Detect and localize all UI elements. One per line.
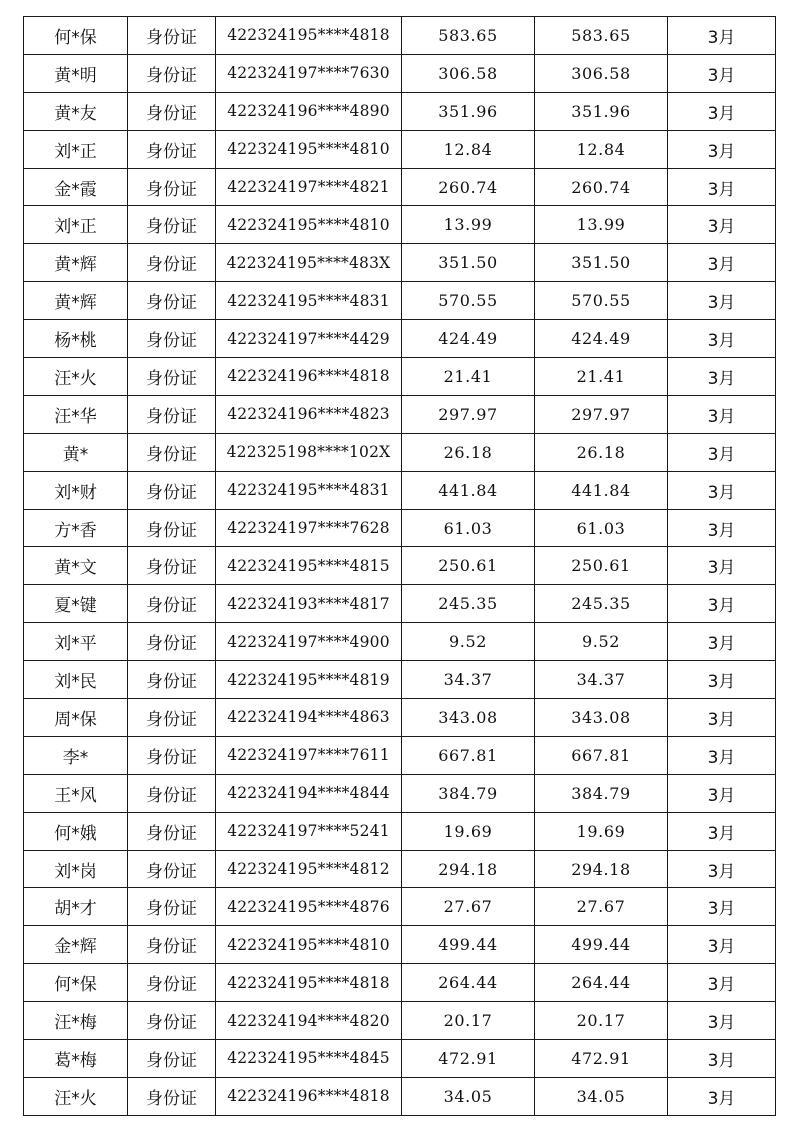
cell-name: 黄*辉 [24, 244, 128, 282]
cell-name: 汪*华 [24, 395, 128, 433]
cell-amount-a: 61.03 [402, 509, 535, 547]
cell-amount-a: 351.96 [402, 92, 535, 130]
table-row [24, 547, 776, 585]
cell-amount-b: 19.69 [535, 812, 668, 850]
cell-amount-b: 667.81 [535, 736, 668, 774]
cell-id-type: 身份证 [128, 358, 216, 396]
cell-month: 3月 [668, 1040, 776, 1078]
cell-id-number: 422324193****4817 [216, 585, 402, 623]
cell-id-number: 422324195****4876 [216, 888, 402, 926]
cell-amount-b: 26.18 [535, 433, 668, 471]
cell-amount-b: 570.55 [535, 282, 668, 320]
table-row [24, 320, 776, 358]
cell-id-type: 身份证 [128, 1077, 216, 1115]
cell-amount-a: 424.49 [402, 320, 535, 358]
table-row [24, 471, 776, 509]
cell-id-type: 身份证 [128, 661, 216, 699]
table-row [24, 926, 776, 964]
cell-month: 3月 [668, 17, 776, 55]
cell-amount-a: 34.37 [402, 661, 535, 699]
cell-id-number: 422324195****4831 [216, 282, 402, 320]
cell-month: 3月 [668, 585, 776, 623]
cell-id-number: 422324196****4890 [216, 92, 402, 130]
cell-name: 汪*梅 [24, 1002, 128, 1040]
cell-id-number: 422324194****4863 [216, 699, 402, 737]
cell-id-type: 身份证 [128, 850, 216, 888]
cell-amount-a: 260.74 [402, 168, 535, 206]
cell-id-number: 422324195****4815 [216, 547, 402, 585]
cell-id-type: 身份证 [128, 926, 216, 964]
cell-name: 黄* [24, 433, 128, 471]
cell-month: 3月 [668, 206, 776, 244]
cell-month: 3月 [668, 320, 776, 358]
table-row [24, 661, 776, 699]
cell-amount-b: 20.17 [535, 1002, 668, 1040]
cell-month: 3月 [668, 736, 776, 774]
cell-name: 杨*桃 [24, 320, 128, 358]
cell-amount-b: 306.58 [535, 54, 668, 92]
cell-amount-a: 19.69 [402, 812, 535, 850]
cell-id-type: 身份证 [128, 282, 216, 320]
cell-month: 3月 [668, 661, 776, 699]
cell-name: 黄*辉 [24, 282, 128, 320]
cell-month: 3月 [668, 395, 776, 433]
cell-id-type: 身份证 [128, 168, 216, 206]
cell-amount-a: 245.35 [402, 585, 535, 623]
cell-id-type: 身份证 [128, 54, 216, 92]
cell-amount-a: 306.58 [402, 54, 535, 92]
table-row [24, 699, 776, 737]
table-row [24, 850, 776, 888]
cell-amount-b: 34.05 [535, 1077, 668, 1115]
cell-id-type: 身份证 [128, 774, 216, 812]
cell-id-type: 身份证 [128, 623, 216, 661]
cell-id-number: 422324195****4819 [216, 661, 402, 699]
cell-month: 3月 [668, 244, 776, 282]
cell-month: 3月 [668, 282, 776, 320]
cell-amount-b: 499.44 [535, 926, 668, 964]
table-row [24, 244, 776, 282]
cell-id-number: 422324195****4831 [216, 471, 402, 509]
cell-month: 3月 [668, 774, 776, 812]
cell-amount-a: 294.18 [402, 850, 535, 888]
cell-id-number: 422324197****4429 [216, 320, 402, 358]
cell-id-type: 身份证 [128, 92, 216, 130]
cell-id-number: 422324195****4818 [216, 964, 402, 1002]
cell-amount-a: 26.18 [402, 433, 535, 471]
table-row [24, 433, 776, 471]
cell-amount-a: 472.91 [402, 1040, 535, 1078]
table-row [24, 888, 776, 926]
table-row [24, 395, 776, 433]
cell-amount-a: 21.41 [402, 358, 535, 396]
cell-id-type: 身份证 [128, 471, 216, 509]
table-row [24, 282, 776, 320]
cell-name: 葛*梅 [24, 1040, 128, 1078]
cell-id-type: 身份证 [128, 736, 216, 774]
cell-id-type: 身份证 [128, 812, 216, 850]
table-row [24, 964, 776, 1002]
cell-name: 夏*键 [24, 585, 128, 623]
cell-month: 3月 [668, 168, 776, 206]
cell-name: 方*香 [24, 509, 128, 547]
cell-month: 3月 [668, 926, 776, 964]
cell-id-number: 422324195****4810 [216, 926, 402, 964]
cell-amount-a: 13.99 [402, 206, 535, 244]
cell-month: 3月 [668, 1077, 776, 1115]
cell-amount-b: 250.61 [535, 547, 668, 585]
cell-id-type: 身份证 [128, 320, 216, 358]
cell-amount-b: 297.97 [535, 395, 668, 433]
table-row [24, 130, 776, 168]
cell-amount-a: 441.84 [402, 471, 535, 509]
cell-amount-b: 384.79 [535, 774, 668, 812]
table-row [24, 17, 776, 55]
cell-name: 汪*火 [24, 358, 128, 396]
cell-id-number: 422324197****7630 [216, 54, 402, 92]
cell-name: 李* [24, 736, 128, 774]
table-row [24, 774, 776, 812]
cell-amount-b: 34.37 [535, 661, 668, 699]
cell-amount-a: 297.97 [402, 395, 535, 433]
cell-name: 刘*正 [24, 130, 128, 168]
cell-month: 3月 [668, 850, 776, 888]
cell-name: 周*保 [24, 699, 128, 737]
cell-id-number: 422324196****4818 [216, 1077, 402, 1115]
cell-month: 3月 [668, 92, 776, 130]
cell-amount-b: 264.44 [535, 964, 668, 1002]
cell-month: 3月 [668, 964, 776, 1002]
cell-name: 黄*文 [24, 547, 128, 585]
table-body [24, 17, 776, 1116]
cell-id-number: 422324197****7611 [216, 736, 402, 774]
cell-id-number: 422324197****7628 [216, 509, 402, 547]
cell-name: 胡*才 [24, 888, 128, 926]
cell-name: 刘*平 [24, 623, 128, 661]
cell-id-number: 422324195****4818 [216, 17, 402, 55]
cell-id-type: 身份证 [128, 17, 216, 55]
table-row [24, 358, 776, 396]
cell-amount-b: 343.08 [535, 699, 668, 737]
cell-id-type: 身份证 [128, 244, 216, 282]
cell-id-number: 422324195****4810 [216, 130, 402, 168]
cell-name: 何*保 [24, 17, 128, 55]
cell-amount-b: 351.96 [535, 92, 668, 130]
cell-amount-a: 343.08 [402, 699, 535, 737]
cell-id-number: 422324195****4812 [216, 850, 402, 888]
cell-amount-b: 245.35 [535, 585, 668, 623]
cell-amount-b: 9.52 [535, 623, 668, 661]
cell-name: 黄*友 [24, 92, 128, 130]
cell-amount-b: 21.41 [535, 358, 668, 396]
cell-id-type: 身份证 [128, 888, 216, 926]
cell-id-number: 422325198****102X [216, 433, 402, 471]
cell-name: 何*娥 [24, 812, 128, 850]
cell-id-number: 422324194****4820 [216, 1002, 402, 1040]
cell-amount-a: 351.50 [402, 244, 535, 282]
cell-id-type: 身份证 [128, 395, 216, 433]
cell-month: 3月 [668, 812, 776, 850]
cell-id-type: 身份证 [128, 206, 216, 244]
cell-id-number: 422324197****4821 [216, 168, 402, 206]
cell-name: 金*辉 [24, 926, 128, 964]
cell-amount-a: 20.17 [402, 1002, 535, 1040]
cell-id-type: 身份证 [128, 1040, 216, 1078]
cell-amount-b: 472.91 [535, 1040, 668, 1078]
cell-month: 3月 [668, 471, 776, 509]
cell-id-number: 422324197****5241 [216, 812, 402, 850]
cell-id-type: 身份证 [128, 509, 216, 547]
cell-name: 刘*民 [24, 661, 128, 699]
table-row [24, 168, 776, 206]
cell-amount-a: 384.79 [402, 774, 535, 812]
table-row [24, 54, 776, 92]
table-row [24, 206, 776, 244]
table-row [24, 1077, 776, 1115]
cell-name: 金*霞 [24, 168, 128, 206]
cell-name: 黄*明 [24, 54, 128, 92]
cell-amount-a: 34.05 [402, 1077, 535, 1115]
cell-month: 3月 [668, 547, 776, 585]
cell-amount-b: 351.50 [535, 244, 668, 282]
cell-amount-b: 61.03 [535, 509, 668, 547]
cell-month: 3月 [668, 699, 776, 737]
cell-month: 3月 [668, 623, 776, 661]
cell-month: 3月 [668, 130, 776, 168]
cell-month: 3月 [668, 358, 776, 396]
cell-amount-b: 424.49 [535, 320, 668, 358]
cell-amount-b: 12.84 [535, 130, 668, 168]
data-table [23, 16, 776, 1116]
cell-id-type: 身份证 [128, 964, 216, 1002]
cell-amount-a: 264.44 [402, 964, 535, 1002]
cell-id-number: 422324195****4845 [216, 1040, 402, 1078]
cell-month: 3月 [668, 1002, 776, 1040]
cell-month: 3月 [668, 888, 776, 926]
cell-id-number: 422324195****4810 [216, 206, 402, 244]
cell-amount-a: 583.65 [402, 17, 535, 55]
cell-id-type: 身份证 [128, 1002, 216, 1040]
table-row [24, 509, 776, 547]
table-row [24, 623, 776, 661]
cell-name: 刘*正 [24, 206, 128, 244]
cell-amount-b: 13.99 [535, 206, 668, 244]
cell-amount-a: 570.55 [402, 282, 535, 320]
cell-name: 汪*火 [24, 1077, 128, 1115]
cell-amount-a: 9.52 [402, 623, 535, 661]
cell-id-number: 422324195****483X [216, 244, 402, 282]
cell-id-type: 身份证 [128, 130, 216, 168]
table-row [24, 1002, 776, 1040]
cell-amount-a: 499.44 [402, 926, 535, 964]
cell-id-number: 422324196****4818 [216, 358, 402, 396]
cell-amount-a: 250.61 [402, 547, 535, 585]
table-row [24, 585, 776, 623]
cell-name: 刘*财 [24, 471, 128, 509]
table-row [24, 1040, 776, 1078]
cell-month: 3月 [668, 509, 776, 547]
table-row [24, 92, 776, 130]
cell-amount-a: 27.67 [402, 888, 535, 926]
cell-id-number: 422324197****4900 [216, 623, 402, 661]
cell-name: 何*保 [24, 964, 128, 1002]
cell-id-type: 身份证 [128, 433, 216, 471]
cell-amount-a: 667.81 [402, 736, 535, 774]
table-row [24, 736, 776, 774]
cell-month: 3月 [668, 433, 776, 471]
cell-name: 王*风 [24, 774, 128, 812]
cell-amount-b: 260.74 [535, 168, 668, 206]
cell-id-type: 身份证 [128, 547, 216, 585]
cell-id-number: 422324194****4844 [216, 774, 402, 812]
cell-amount-b: 27.67 [535, 888, 668, 926]
cell-id-number: 422324196****4823 [216, 395, 402, 433]
cell-name: 刘*岗 [24, 850, 128, 888]
table-row [24, 812, 776, 850]
cell-amount-b: 294.18 [535, 850, 668, 888]
cell-id-type: 身份证 [128, 585, 216, 623]
cell-id-type: 身份证 [128, 699, 216, 737]
cell-amount-b: 441.84 [535, 471, 668, 509]
cell-amount-b: 583.65 [535, 17, 668, 55]
subsidy-table-page [23, 16, 775, 1116]
cell-month: 3月 [668, 54, 776, 92]
cell-amount-a: 12.84 [402, 130, 535, 168]
